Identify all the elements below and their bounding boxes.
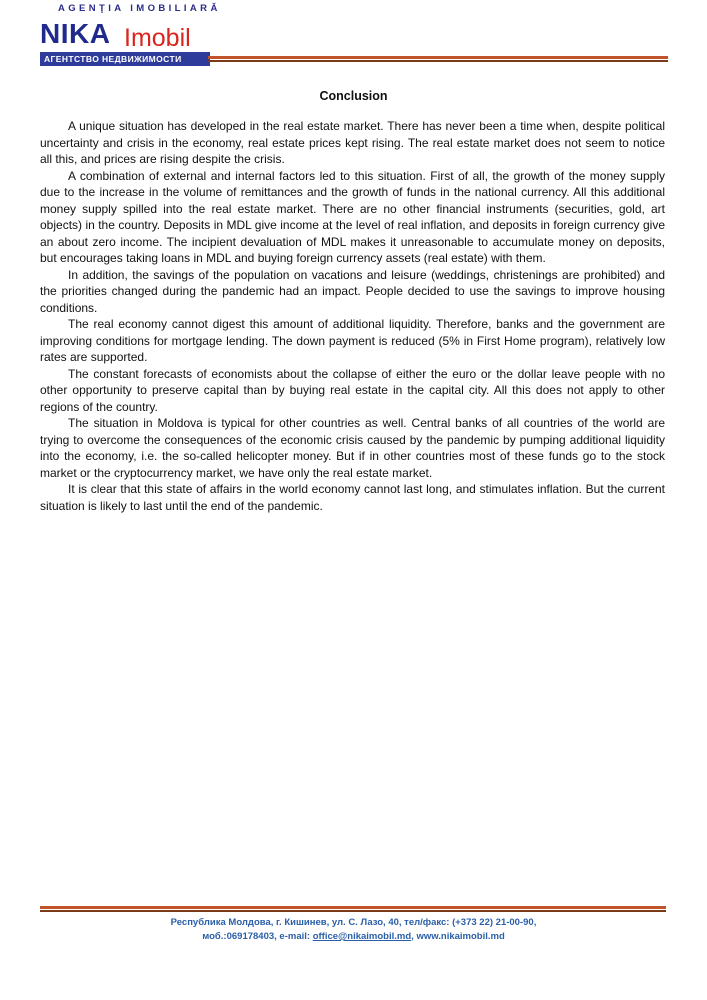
footer-divider — [40, 906, 666, 909]
page-footer — [0, 916, 707, 944]
footer-contacts — [0, 930, 707, 944]
email-link[interactable]: office@nikaimobil.md — [312, 931, 412, 942]
agency-name-ru: АГЕНТСТВО НЕДВИЖИМОСТИ — [44, 54, 182, 64]
website-text: www.nikaimobil.md — [416, 931, 505, 942]
brand-nika: NIKA — [40, 18, 111, 49]
footer-divider-dark — [40, 910, 666, 912]
page-header — [0, 0, 707, 72]
paragraph: It is clear that this state of affairs in the world economy cannot last long, and stimulates inflation. But the current situation is likely to last until the end of the pandemic. — [40, 482, 665, 513]
paragraph: In addition, the savings of the population on vacations and leisure (weddings, christenings are prohibited) and the priorities changed during the pandemic had an impact. People decided to use the savings to improve housing conditions. — [40, 267, 665, 315]
footer-address: Республика Молдова, г. Кишинев, ул. С. Лазо, 40, тел/факс: (+373 22) 21-00-90, — [170, 917, 537, 928]
footer-separator: , — [411, 931, 417, 942]
paragraph: The constant forecasts of economists about the collapse of either the euro or the dollar leave people with no other opportunity to preserve capital than by buying real estate in the capital city. All this does not apply to other regions of the country. — [40, 366, 665, 414]
paragraph: A unique situation has developed in the real estate market. There has never been a time when, despite political uncertainty and crisis in the economy, real estate prices kept rising. The real estate market does not seem to notice all this, and prices are rising despite the crisis. — [40, 119, 665, 166]
brand-imobil: Imobil — [124, 24, 191, 52]
header-divider — [208, 56, 668, 59]
document-body — [40, 118, 665, 514]
agency-name-ro: AGENŢIA IMOBILIARĂ — [58, 3, 221, 14]
document-title: Conclusion — [319, 89, 388, 103]
paragraph: The real economy cannot digest this amount of additional liquidity. Therefore, banks and the government are improving conditions for mortgage lending. The down payment is reduced (5% in First Home program), relatively low rates are supported. — [40, 317, 665, 364]
paragraph: A combination of external and internal factors led to this situation. First of all, the growth of the money supply due to the increase in the volume of remittances and the growth of funds in the national currency. All this additional money supply spilled into the real estate market. There are no other financial instruments (securities, gold, art objects) in the country. Deposits in MDL give income at the level of real inflation, and deposits in foreign currency give an about zero income. The incipient devaluation of MDL makes it unreasonable to accumulate money on deposits, but encourages taking loans in MDL and buying foreign currency assets (real estate) with them. — [40, 168, 665, 265]
header-divider-dark — [208, 60, 668, 62]
footer-mobile: моб.:069178403, e-mail: — [202, 931, 313, 942]
paragraph: The situation in Moldova is typical for other countries as well. Central banks of all countries of the world are trying to overcome the consequences of the economic crisis caused by the pandemic by pumping additional liquidity into the economy, i.e. the so-called helicopter money. But if in other countries most of these funds go to the stock market or the cryptocurrency market, we have only the real estate market. — [40, 416, 665, 480]
